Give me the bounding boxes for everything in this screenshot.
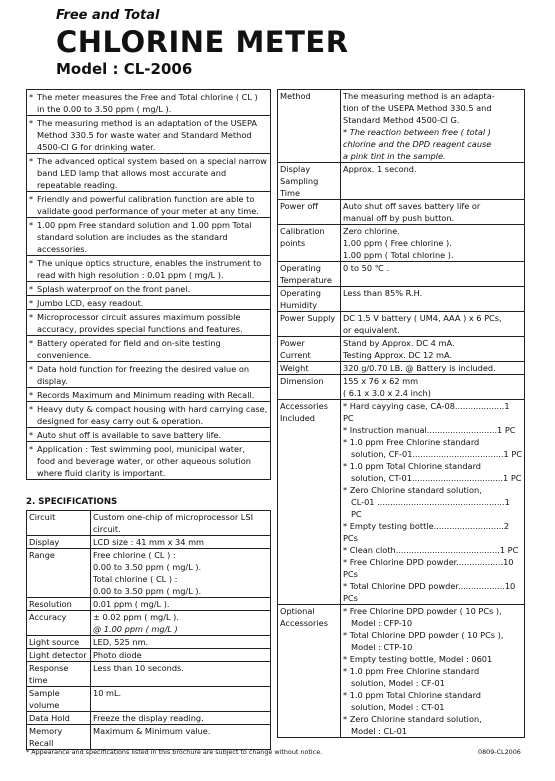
spec-value-line: Total chlorine ( CL ) : [93,574,178,584]
accessory-item [343,520,522,544]
spec-row [278,362,525,375]
spec-label-line: Circuit [29,512,56,522]
feature-line: The measuring method is an adaptation of the USEPA [37,118,257,128]
spec-value [91,725,271,750]
feature-item [26,218,271,256]
spec-row [278,312,525,337]
feature-line: accessories. [37,244,88,254]
spec-label-line: Humidity [280,300,318,310]
spec-label-line: Light source [29,637,80,647]
feature-line: where fluid clarity is important. [37,468,166,478]
spec-value-line: or equivalent. [343,325,400,335]
spec-value-line: Standard Method 4500-Cl G. [343,115,460,125]
feature-line: validate good performance of your meter at any time. [37,206,259,216]
spec-value-line: Less than 85% R.H. [343,288,423,298]
feature-item [26,282,271,296]
spec-value [341,312,525,337]
accessory-item [343,544,522,556]
left-column [26,89,271,750]
spec-label-line: Light detector [29,650,87,660]
bullet-marker: * [29,118,34,128]
spec-row [278,225,525,262]
bullet-marker: * [29,92,34,102]
spec-value-line: Testing Approx. DC 12 mA. [343,350,453,360]
spec-value-line: DC 1.5 V battery ( UM4, AAA ) x 6 PCs, [343,313,502,323]
spec-label-line: Display [29,537,60,547]
spec-value-line: LCD size : 41 mm x 34 mm [93,537,205,547]
spec-row [278,262,525,287]
spec-row [27,662,271,687]
spec-label [278,225,341,262]
feature-item [26,296,271,310]
spec-value [91,649,271,662]
accessory-item [343,484,522,520]
spec-row [27,611,271,636]
accessory-line: CL-01 .................................................1 PC [351,497,510,519]
accessory-item [343,580,522,604]
spec-value-line: Auto shut off saves battery life or [343,201,481,211]
feature-line: Records Maximum and Minimum reading with Recall. [37,390,255,400]
spec-value-line: 320 g/0.70 LB. @ Battery is included. [343,363,496,373]
specifications-heading: 2. SPECIFICATIONS [26,497,118,507]
spec-value [341,200,525,225]
spec-value-line: Less than 10 seconds. [93,663,184,673]
spec-label-line: Memory Recall [29,726,63,748]
feature-line: read with high resolution : 0.01 ppm ( mg/L ). [37,270,224,280]
spec-label [278,163,341,200]
spec-label [27,662,91,687]
bullet-marker: * [29,364,34,374]
spec-label [278,200,341,225]
feature-item [26,402,271,428]
spec-value-line: manual off by push button. [343,213,455,223]
spec-value [91,598,271,611]
spec-value-line: ± 0.02 ppm ( mg/L ). [93,612,179,622]
spec-row [27,725,271,750]
feature-item [26,428,271,442]
spec-value-line: The measuring method is an adapta- [343,91,495,101]
spec-label-line: Operating [280,288,321,298]
spec-row [27,649,271,662]
feature-item [26,116,271,154]
spec-label-line: Response time [29,663,69,685]
optional-accessories-row [278,605,525,738]
accessory-line: * Free Chlorine DPD powder ( 10 PCs ), [343,606,502,616]
feature-line: 1.00 ppm Free standard solution and 1.00 ppm Total [37,220,252,230]
spec-value [341,262,525,287]
feature-line: standard solution are includes as the standard [37,232,228,242]
accessory-line: * Clean cloth........................................1 PC [343,545,519,555]
spec-label [27,649,91,662]
spec-label-line: Optional [280,606,315,616]
feature-line: food and beverage water, or other aqueous solution [37,456,251,466]
spec-row [278,90,525,163]
accessory-line: * 1.0 ppm Free Chlorine standard [343,666,480,676]
spec-value [91,611,271,636]
feature-item [26,362,271,388]
spec-value-line: Custom one-chip of microprocessor LSI [93,512,253,522]
feature-item [26,388,271,402]
spec-label-line: Power Supply [280,313,336,323]
spec-value-line: Zero chlorine. [343,226,400,236]
accessory-line: * 1.0 ppm Free Chlorine standard [343,437,480,447]
feature-line: display. [37,376,68,386]
bullet-marker: * [29,284,34,294]
accessory-line: Model : CFP-10 [351,618,413,628]
feature-line: The meter measures the Free and Total chlorine ( CL ) [37,92,258,102]
spec-value [341,163,525,200]
accessory-item [343,400,522,424]
spec-value [91,549,271,598]
spec-label-line: Method [280,91,311,101]
spec-row [278,163,525,200]
spec-label-line: Sample volume [29,688,60,710]
spec-value-line: 10 mL. [93,688,122,698]
spec-label-line: Included [280,413,316,423]
accessory-item [343,713,522,737]
accessory-line: * Zero Chlorine standard solution, [343,485,482,495]
spec-value-line: Freeze the display reading. [93,713,204,723]
spec-value [341,90,525,163]
feature-item [26,256,271,282]
optional-accessories-row-label [278,605,341,738]
spec-label [27,549,91,598]
spec-value-line: 1.00 ppm ( Free chlorine ). [343,238,452,248]
spec-label-line: Power off [280,201,319,211]
spec-value [341,287,525,312]
spec-value-line: 155 x 76 x 62 mm [343,376,419,386]
spec-label [278,312,341,337]
spec-label-line: Dimension [280,376,324,386]
spec-value-line: circuit. [93,524,121,534]
spec-label [27,636,91,649]
spec-row [27,536,271,549]
spec-label-line: Display [280,164,311,174]
page-title: CHLORINE METER [56,25,349,59]
feature-item [26,154,271,192]
spec-value [91,687,271,712]
feature-line: 4500-Cl G for drinking water. [37,142,156,152]
spec-label-line: Data Hold [29,713,70,723]
spec-row [27,636,271,649]
feature-item [26,442,271,480]
spec-value [91,536,271,549]
feature-line: The advanced optical system based on a special narrow [37,156,267,166]
feature-item [26,89,271,116]
feature-line: Splash waterproof on the front panel. [37,284,191,294]
spec-row [278,287,525,312]
accessory-line: * Empty testing bottle...........................2 PCs [343,521,510,543]
footer-note: * Appearance and specifications listed in this brochure are subject to change without notice. [26,748,323,756]
spec-label [278,287,341,312]
spec-row [278,375,525,400]
spec-label-line: Range [29,550,55,560]
accessory-item [343,556,522,580]
bullet-marker: * [29,338,34,348]
spec-label-line: Power Current [280,338,311,360]
spec-row [27,549,271,598]
feature-line: band LED lamp that allows most accurate and [37,168,227,178]
spec-label [27,598,91,611]
accessory-line: * Instruction manual...........................1 PC [343,425,516,435]
spec-label [27,687,91,712]
spec-label [27,611,91,636]
accessory-line: Model : CTP-10 [351,642,413,652]
spec-value [91,511,271,536]
spec-value-line: Free chlorine ( CL ) : [93,550,176,560]
accessory-line: * Total Chlorine DPD powder ( 10 PCs ), [343,630,504,640]
bullet-marker: * [29,404,34,414]
accessory-line: * 1.0 ppm Total Chlorine standard [343,461,481,471]
accessory-line: * Free Chlorine DPD powder..................10 PCs [343,557,514,579]
spec-value-line: @ 1.00 ppm ( mg/L ) [93,624,178,634]
accessory-line: * Hard cayying case, CA-08...................1 PC [343,401,510,423]
spec-label-line: Operating [280,263,321,273]
spec-value-line: Stand by Approx. DC 4 mA. [343,338,455,348]
spec-value-line: 0.01 ppm ( mg/L ). [93,599,170,609]
accessory-item [343,460,522,484]
spec-value-line: 1.00 ppm ( Total chlorine ). [343,250,454,260]
spec-value-line: * The reaction between free ( total ) [343,127,491,137]
spec-value-line: Maximum & Minimum value. [93,726,211,736]
spec-label-line: Accuracy [29,612,67,622]
spec-row [278,337,525,362]
accessory-item [343,629,522,653]
accessory-line: * Total Chlorine DPD powder..................10 PCs [343,581,516,603]
spec-value [341,225,525,262]
bullet-marker: * [29,194,34,204]
spec-value [341,362,525,375]
accessory-item [343,424,522,436]
spec-row [27,511,271,536]
bullet-marker: * [29,312,34,322]
spec-value-line: tion of the USEPA Method 330.5 and [343,103,492,113]
accessory-line: * Zero Chlorine standard solution, [343,714,482,724]
spec-value-line: 0.00 to 3.50 ppm ( mg/L ). [93,562,202,572]
spec-value [91,662,271,687]
feature-line: Heavy duty & compact housing with hard carrying case, [37,404,268,414]
spec-label-line: Accessories [280,618,328,628]
spec-row [27,687,271,712]
feature-line: Method 330.5 for waste water and Standard Method [37,130,252,140]
spec-label-line: Accessories [280,401,328,411]
feature-line: Microprocessor circuit assures maximum possible [37,312,241,322]
spec-value-line: 0 to 50 ℃ . [343,263,390,273]
spec-label [278,90,341,163]
feature-line: designed for easy carry out & operation. [37,416,204,426]
accessories-row-list [341,400,525,605]
spec-value-line: a pink tint in the sample. [343,151,446,161]
feature-line: Data hold function for freezing the desired value on [37,364,250,374]
feature-item [26,310,271,336]
accessory-line: solution, CT-01...................................1 PC [351,473,522,483]
spec-label [27,712,91,725]
right-column [277,89,525,738]
spec-value [341,337,525,362]
spec-label [278,375,341,400]
feature-line: convenience. [37,350,92,360]
bullet-marker: * [29,258,34,268]
specifications-table-left [26,510,271,750]
accessories-row [278,400,525,605]
spec-label-line: Temperature [280,275,332,285]
spec-label [27,725,91,750]
feature-line: Jumbo LCD, easy readout. [37,298,144,308]
accessory-line: solution, CF-01...................................1 PC [351,449,522,459]
spec-value [91,712,271,725]
spec-label-line: Calibration [280,226,325,236]
spec-value-line: ( 6.1 x 3.0 x 2.4 inch) [343,388,431,398]
bullet-marker: * [29,444,34,454]
accessory-line: solution, Model : CT-01 [351,702,445,712]
spec-value-line: chlorine and the DPD reagent cause [343,139,492,149]
spec-label [278,337,341,362]
accessory-line: Model : CL-01 [351,726,408,736]
spec-row [278,200,525,225]
accessory-line: * 1.0 ppm Total Chlorine standard [343,690,481,700]
accessory-item [343,665,522,689]
feature-line: Battery operated for field and on-site testing [37,338,221,348]
bullet-marker: * [29,430,34,440]
feature-line: The unique optics structure, enables the instrument to [37,258,262,268]
accessory-item [343,689,522,713]
spec-label-line: Sampling [280,176,319,186]
spec-value-line: LED, 525 nm. [93,637,149,647]
spec-value-line: Photo diode [93,650,142,660]
spec-value [91,636,271,649]
spec-label [278,362,341,375]
feature-item [26,192,271,218]
bullet-marker: * [29,156,34,166]
spec-value [341,375,525,400]
spec-label [27,511,91,536]
accessory-line: solution, Model : CF-01 [351,678,445,688]
bullet-marker: * [29,220,34,230]
features-list [26,89,271,480]
accessory-item [343,653,522,665]
spec-label-line: Weight [280,363,309,373]
spec-label-line: Time [280,188,301,198]
document-code: 0809-CL2006 [478,748,521,756]
bullet-marker: * [29,390,34,400]
spec-value-line: 0.00 to 3.50 ppm ( mg/L ). [93,586,202,596]
spec-label [278,262,341,287]
accessory-item [343,436,522,460]
feature-line: in the 0.00 to 3.50 ppm ( mg/L ). [37,104,172,114]
spec-row [27,712,271,725]
feature-line: repeatable reading. [37,180,118,190]
spec-label-line: Resolution [29,599,72,609]
optional-accessories-row-list [341,605,525,738]
spec-row [27,598,271,611]
header-subtitle: Free and Total [56,8,160,23]
specifications-table-right [277,89,525,738]
accessory-item [343,605,522,629]
spec-label-line: points [280,238,306,248]
feature-line: Friendly and powerful calibration function are able to [37,194,255,204]
model-number: Model : CL-2006 [56,60,193,78]
feature-line: Auto shut off is available to save battery life. [37,430,222,440]
spec-value-line: Approx. 1 second. [343,164,417,174]
accessory-line: * Empty testing bottle, Model : 0601 [343,654,493,664]
bullet-marker: * [29,298,34,308]
accessories-row-label [278,400,341,605]
feature-item [26,336,271,362]
spec-label [27,536,91,549]
feature-line: accuracy, provides special functions and features. [37,324,243,334]
feature-line: Application : Test swimming pool, municipal water, [37,444,246,454]
